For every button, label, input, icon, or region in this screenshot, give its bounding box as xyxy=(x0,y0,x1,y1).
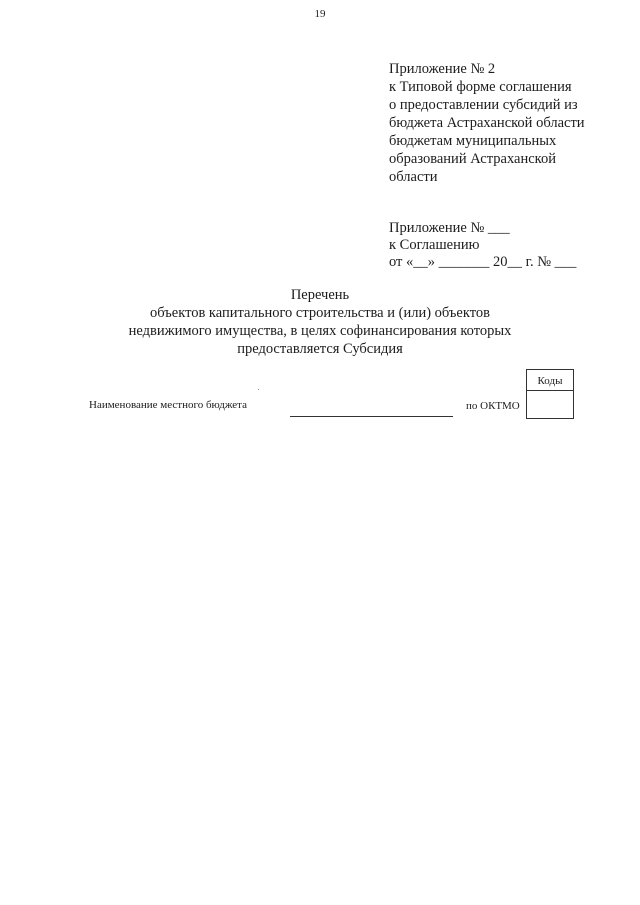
oktmo-label: по ОКТМО xyxy=(466,400,520,412)
appendix-line: бюджетам муниципальных xyxy=(389,133,557,149)
document-title xyxy=(0,286,640,358)
appendix-line: о предоставлении субсидий из xyxy=(389,97,578,113)
speck xyxy=(258,389,259,390)
budget-name-label: Наименование местного бюджета xyxy=(89,399,247,411)
title-heading: Перечень xyxy=(290,287,350,303)
title-line: объектов капитального строительства и (или) объектов xyxy=(150,305,490,321)
appendix-line: бюджета Астраханской области xyxy=(389,115,585,131)
page-number: 19 xyxy=(314,8,326,20)
appendix-line: Приложение № 2 xyxy=(389,61,496,77)
appendix-line: к Типовой форме соглашения xyxy=(389,79,572,95)
budget-name-field[interactable] xyxy=(290,416,453,417)
title-line: недвижимого имущества, в целях софинансирования которых xyxy=(128,323,512,339)
codes-header-cell: Коды xyxy=(526,369,574,391)
oktmo-code-cell[interactable] xyxy=(526,391,574,419)
appendix-line: образований Астраханской xyxy=(389,151,556,167)
appendix-line: области xyxy=(389,169,438,185)
agreement-block xyxy=(389,220,629,271)
agreement-reference: к Соглашению xyxy=(389,237,480,253)
appendix-block xyxy=(389,60,629,186)
agreement-appendix-number: Приложение № ___ xyxy=(389,220,510,236)
title-line: предоставляется Субсидия xyxy=(237,341,403,357)
agreement-date-number: от «__» _______ 20__ г. № ___ xyxy=(389,254,577,270)
